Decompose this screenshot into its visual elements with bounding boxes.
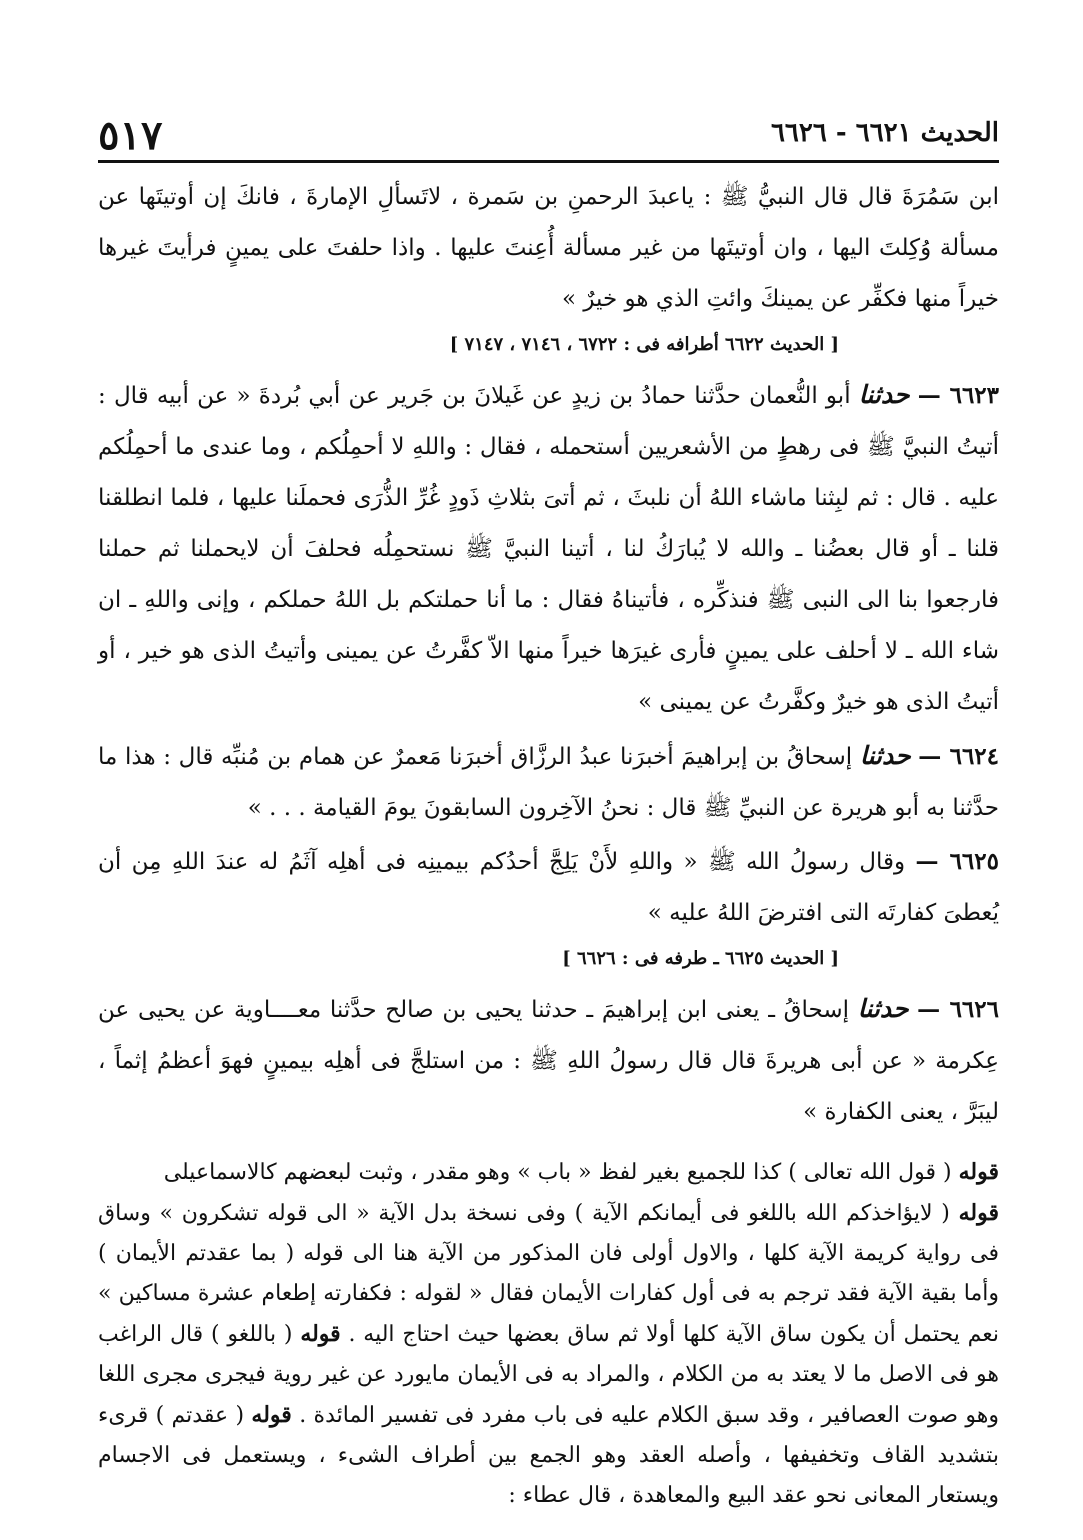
commentary-keyword: قوله [958, 1200, 999, 1226]
hadith-number: ٦٦٢٤ — [918, 743, 1000, 770]
hadith-text: أبو النُّعمان حدَّثنا حمادُ بن زيدٍ عن غَيلانَ بن جَرير عن أبي بُردةَ « عن أبيه قال : أتيتُ النبيَّ ﷺ فى رهطٍ من الأشعريين أستحمله ، فقال : واللهِ لا أحمِلُكم ، وما عندى ما أحمِلُكم عليه . قال : ثم لبِثنا ماشاء اللهُ أن نلبثَ ، ثم أتىَ بثلاثِ ذَودٍ غُرِّ الذُّرَى فحملَنا عليها ، فلما انطلقنا قلنا ـ أو قال بعضُنا ـ والله لا يُبارَكُ لنا ، أتينا النبيَّ ﷺ نستحمِلُه فحلفَ أن لايحملنا ثم حملنا فارجعوا بنا الى النبى ﷺ فنذكِّره ، فأتيناهُ فقال : ما أنا حملتكم بل اللهُ حملكم ، وإنى واللهِ ـ ان شاء الله ـ لا أحلف على يمينٍ فأرى غيرَها خيراً منها الاّ كفَّرتُ عن يمينى وأتيتُ الذى هو خير ، أو أتيتُ الذى هو خيرٌ وكفَّرتُ عن يمينى » [98, 383, 999, 715]
hadith-opener: حدثنا [857, 994, 909, 1023]
hadith-reference: [ الحديث ٦٦٢٢ أطرافه فى : ٦٧٢٢ ، ٧١٤٦ ، ٧١٤٧ ] [449, 334, 839, 355]
commentary-keyword: قوله [251, 1402, 292, 1428]
hadith-text: وقال رسولُ الله ﷺ « واللهِ لأَنْ يَلِجَّ أحدُكم بيمينِه فى أهلِه آثَمُ له عندَ اللهِ مِن أن يُعطىَ كفارتَه التى افترضَ اللهُ عليه » [98, 849, 999, 926]
hadith-number: ٦٦٢٥ — [915, 848, 999, 875]
commentary-text: ( باللغو ) قال الراغب هو فى الاصل ما لا يعتد به من الكلام ، والمراد به فى الأيمان مايورد عن غير روية فيجرى مجرى اللغا وهو صوت العصافير ، وقد سبق الكلام عليه فى باب مفرد فى تفسير المائدة . [98, 1322, 1000, 1428]
hadith-6624 [98, 730, 999, 834]
commentary-paragraph [98, 1152, 999, 1193]
hadith-text: إسحاقُ ـ يعنى ابن إبراهيمَ ـ حدثنا يحيى بن صالح حدَّثنا معــــاوية عن يحيى عن عِكرمة « عن أبى هريرةَ قال قال رسولُ اللهِ ﷺ : من استلجَّ فى أهلِه بيمينٍ فهوَ أعظمُ إثماً ، ليبَرَّ ، يعنى الكفارة » [98, 997, 999, 1125]
hadith-reference: [ الحديث ٦٦٢٥ ـ طرفه فى : ٦٦٢٦ ] [562, 948, 839, 969]
commentary-text: ( عقدتم ) قرىء بتشديد القاف وتخفيفها ، وأصله العقد وهو الجمع بين أطراف الشىء ، ويستعمل فى الاجسام ويستعار المعانى نحو عقد البيع والمعاهدة ، قال عطاء : [98, 1403, 999, 1508]
commentary-keyword: قوله [958, 1159, 999, 1185]
hadith-continuation: ابن سَمُرَةَ قال قال النبيُّ ﷺ : ياعبدَ الرحمنِ بن سَمرة ، لاتَسألِ الإمارةَ ، فانكَ إن أوتيتَها عن مسألة وُكِلتَ اليها ، وان أوتيتَها من غير مسألة أُعِنتَ عليها . واذا حلفتَ على يمينٍ فرأيتَ غيرها خيراً منها فكفِّر عن يمينكَ وائتِ الذي هو خيرٌ » [98, 184, 999, 312]
commentary-paragraph [98, 1193, 999, 1516]
hadith-6623 [98, 369, 999, 728]
commentary-text: ( لايؤاخذكم الله باللغو فى أيمانكم الآية ) وفى نسخة بدل الآية « الى قوله تشكرون » وساق فى رواية كريمة الآية كلها ، والاول أولى فان المذكور من الآية هنا الى قوله ( بما عقدتم الأيمان ) وأما بقية الآية فقد ترجم به فى أول كفارات الأيمان فقال « لقوله : فكفارته إطعام عشرة مساكين » نعم يحتمل أن يكون ساق الآية كلها أولا ثم ساق بعضها حيث احتاج اليه . [98, 1201, 999, 1347]
running-title: الحديث ٦٦٢١ - ٦٦٢٦ [770, 118, 999, 148]
hadith-number: ٦٦٢٦ — [917, 996, 999, 1023]
main-text [98, 172, 999, 1516]
hadith-opener: حدثنا [858, 380, 910, 409]
hadith-number: ٦٦٢٣ — [917, 382, 1000, 409]
commentary [98, 1152, 999, 1516]
commentary-keyword: قوله [300, 1321, 341, 1347]
hadith-6626 [98, 983, 999, 1138]
hadith-6625 [98, 836, 999, 939]
commentary-text: ( قول الله تعالى ) كذا للجميع بغير لفظ « باب » وهو مقدر ، وثبت لبعضهم كالاسماعيلى [163, 1160, 952, 1185]
hadith-text: إسحاقُ بن إبراهيمَ أخبرَنا عبدُ الرزَّاق أخبرَنا مَعمرٌ عن همام بن مُنبِّه قال : هذا ما حدَّثنا به أبو هريرة عن النبيِّ ﷺ قال : نحنُ الآخِرون السابقونَ يومَ القيامة . . . » [98, 744, 999, 821]
page-number: ٥١٧ [98, 112, 163, 159]
running-header [98, 112, 999, 163]
hadith-opener: حدثنا [859, 741, 911, 770]
